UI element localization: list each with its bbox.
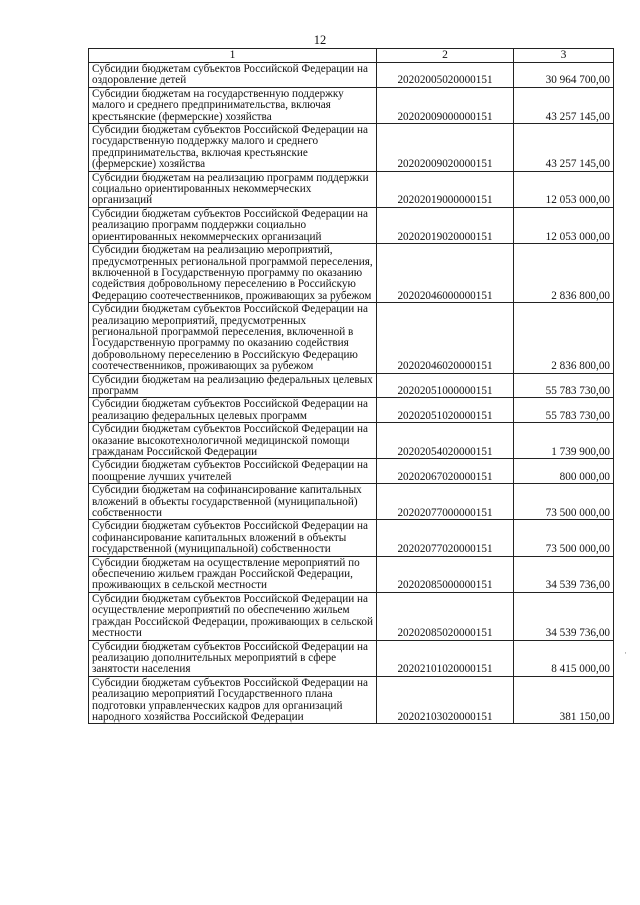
row-description: Субсидии бюджетам субъектов Российской Федерации на оздоровление детей xyxy=(89,63,377,88)
row-budget-code: 20202051020000151 xyxy=(377,398,514,423)
row-description: Субсидии бюджетам субъектов Российской Федерации на софинансирование капитальных вложений в объекты государственной (муниципальной) собственности xyxy=(89,520,377,556)
table-header-row xyxy=(89,49,614,63)
table-row xyxy=(89,459,614,484)
budget-table xyxy=(88,48,614,724)
row-amount: 2 836 800,00 xyxy=(514,303,614,373)
table-row xyxy=(89,484,614,520)
row-amount: 1 739 900,00 xyxy=(514,423,614,459)
table-row xyxy=(89,63,614,88)
row-budget-code: 20202019020000151 xyxy=(377,207,514,243)
table-row xyxy=(89,87,614,123)
row-description: Субсидии бюджетам на реализацию федеральных целевых программ xyxy=(89,373,377,398)
row-amount: 55 783 730,00 xyxy=(514,398,614,423)
row-description: Субсидии бюджетам субъектов Российской Федерации на реализацию дополнительных мероприятий в сфере занятости населения xyxy=(89,640,377,676)
row-budget-code: 20202051000000151 xyxy=(377,373,514,398)
row-amount: 34 539 736,00 xyxy=(514,592,614,640)
row-description: Субсидии бюджетам на софинансирование капитальных вложений в объекты государственной (муниципальной) собственности xyxy=(89,484,377,520)
row-budget-code: 20202046020000151 xyxy=(377,303,514,373)
row-description: Субсидии бюджетам на государственную поддержку малого и среднего предпринимательства, включая крестьянские (фермерские) хозяйства xyxy=(89,87,377,123)
row-description: Субсидии бюджетам субъектов Российской Федерации на государственную поддержку малого и среднего предпринимательства, включая крестьянские (фермерские) хозяйства xyxy=(89,124,377,172)
column-header-2: 2 xyxy=(377,49,514,63)
row-budget-code: 20202005020000151 xyxy=(377,63,514,88)
column-header-1: 1 xyxy=(89,49,377,63)
row-amount: 73 500 000,00 xyxy=(514,484,614,520)
row-amount: 381 150,00 xyxy=(514,676,614,724)
margin-mark: · xyxy=(624,648,627,658)
row-amount: 43 257 145,00 xyxy=(514,87,614,123)
row-budget-code: 20202085020000151 xyxy=(377,592,514,640)
row-amount: 30 964 700,00 xyxy=(514,63,614,88)
row-amount: 8 415 000,00 xyxy=(514,640,614,676)
row-budget-code: 20202085000000151 xyxy=(377,556,514,592)
table-row xyxy=(89,303,614,373)
table-row xyxy=(89,423,614,459)
row-description: Субсидии бюджетам субъектов Российской Федерации на реализацию мероприятий, предусмотренных региональной программой переселения, включенной в Государственную программу по оказанию содействия добровольному переселению в Российскую Федерацию соотечественников, проживающих за рубежом xyxy=(89,303,377,373)
table-row xyxy=(89,124,614,172)
table-row xyxy=(89,556,614,592)
row-amount: 43 257 145,00 xyxy=(514,124,614,172)
row-description: Субсидии бюджетам на реализацию программ поддержки социально ориентированных некоммерческих организаций xyxy=(89,171,377,207)
row-budget-code: 20202101020000151 xyxy=(377,640,514,676)
row-amount: 12 053 000,00 xyxy=(514,207,614,243)
row-budget-code: 20202019000000151 xyxy=(377,171,514,207)
row-amount: 73 500 000,00 xyxy=(514,520,614,556)
row-amount: 34 539 736,00 xyxy=(514,556,614,592)
row-amount: 12 053 000,00 xyxy=(514,171,614,207)
row-description: Субсидии бюджетам субъектов Российской Федерации на реализацию программ поддержки социально ориентированных некоммерческих организаций xyxy=(89,207,377,243)
table-row xyxy=(89,171,614,207)
row-description: Субсидии бюджетам субъектов Российской Федерации на осуществление мероприятий по обеспечению жильем граждан Российской Федерации, проживающих в сельской местности xyxy=(89,592,377,640)
table-row xyxy=(89,398,614,423)
row-budget-code: 20202067020000151 xyxy=(377,459,514,484)
page-number: 12 xyxy=(313,33,327,47)
row-budget-code: 20202009000000151 xyxy=(377,87,514,123)
column-header-3: 3 xyxy=(514,49,614,63)
table-row xyxy=(89,592,614,640)
row-description: Субсидии бюджетам субъектов Российской Федерации на оказание высокотехнологичной медицинской помощи гражданам Российской Федерации xyxy=(89,423,377,459)
table-row xyxy=(89,640,614,676)
row-budget-code: 20202103020000151 xyxy=(377,676,514,724)
row-description: Субсидии бюджетам субъектов Российской Федерации на реализацию мероприятий Государственного плана подготовки управленческих кадров для организаций народного хозяйства Российской Федерации xyxy=(89,676,377,724)
table-row xyxy=(89,520,614,556)
table-row xyxy=(89,676,614,724)
row-budget-code: 20202054020000151 xyxy=(377,423,514,459)
row-description: Субсидии бюджетам субъектов Российской Федерации на реализацию федеральных целевых программ xyxy=(89,398,377,423)
row-description: Субсидии бюджетам субъектов Российской Федерации на поощрение лучших учителей xyxy=(89,459,377,484)
row-budget-code: 20202077020000151 xyxy=(377,520,514,556)
row-budget-code: 20202046000000151 xyxy=(377,244,514,303)
row-description: Субсидии бюджетам на осуществление мероприятий по обеспечению жильем граждан Российской Федерации, проживающих в сельской местности xyxy=(89,556,377,592)
row-amount: 55 783 730,00 xyxy=(514,373,614,398)
row-budget-code: 20202077000000151 xyxy=(377,484,514,520)
table-row xyxy=(89,207,614,243)
row-description: Субсидии бюджетам на реализацию мероприятий, предусмотренных региональной программой переселения, включенной в Государственную программу по оказанию содействия добровольному переселению в Российскую Федерацию соотечественников, проживающих за рубежом xyxy=(89,244,377,303)
table-row xyxy=(89,244,614,303)
row-budget-code: 20202009020000151 xyxy=(377,124,514,172)
table-row xyxy=(89,373,614,398)
row-amount: 2 836 800,00 xyxy=(514,244,614,303)
row-amount: 800 000,00 xyxy=(514,459,614,484)
